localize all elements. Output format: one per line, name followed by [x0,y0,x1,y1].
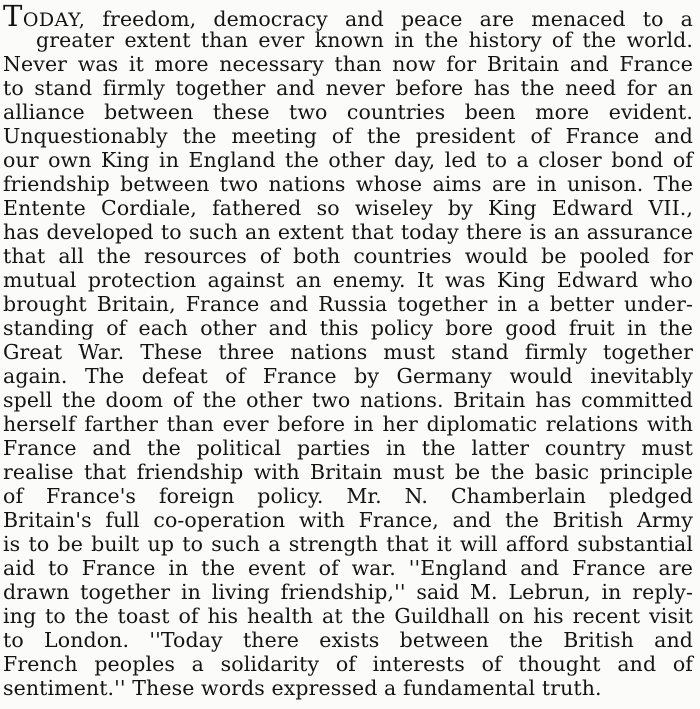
article-line-7: our own King in England the other day, led to a closer bond of [3,148,693,172]
article-line-5: alliance between these two countries been more evident. [3,100,693,124]
article-line-10: has developed to such an extent that today there is an assurance [3,220,693,244]
article-line-23: is to be built up to such a strength that it will afford substantial [3,532,693,556]
article-line-1 [3,0,693,33]
article-line-20: realise that friendship with Britain must be the basic principle [3,460,693,484]
article-line-13: brought Britain, France and Russia together in a better under- [3,292,693,316]
article-line-8: friendship between two nations whose aims are in unison. The [3,172,693,196]
article-line-16: again. The defeat of France by Germany would inevitably [3,364,693,388]
article-line-12: mutual protection against an enemy. It was King Edward who [3,268,693,292]
article-line-4: to stand firmly together and never before has the need for an [3,76,693,100]
article-line-28: French peoples a solidarity of interests of thought and of [3,652,693,676]
opening-text: freedom, democracy and peace are menaced to a [85,7,693,31]
drop-cap: T [3,0,23,33]
article-line-21: of France's foreign policy. Mr. N. Chamberlain pledged [3,484,693,508]
article-line-11: that all the resources of both countries would be pooled for [3,244,693,268]
article-line-22: Britain's full co-operation with France, and the British Army [3,508,693,532]
article-line-19: France and the political parties in the latter country must [3,436,693,460]
article-line-29: sentiment.'' These words expressed a fundamental truth. [3,676,602,700]
opening-word: ODAY, [22,9,86,31]
article-line-18: herself farther than ever before in her diplomatic relations with [3,412,693,436]
article-line-15: Great War. These three nations must stand firmly together [3,340,693,364]
article-line-25: drawn together in living friendship,'' said M. Lebrun, in reply- [3,580,693,604]
article-line-6: Unquestionably the meeting of the president of France and [3,124,693,148]
article-line-27: to London. ''Today there exists between the British and [3,628,693,652]
article-line-26: ing to the toast of his health at the Guildhall on his recent visit [3,604,693,628]
article-line-17: spell the doom of the other two nations. Britain has committed [3,388,693,412]
article-line-14: standing of each other and this policy bore good fruit in the [3,316,693,340]
article-line-3: Never was it more necessary than now for Britain and France [3,52,693,76]
article-line-2: greater extent than ever known in the history of the world. [36,28,693,52]
article-line-24: aid to France in the event of war. ''England and France are [3,556,693,580]
article-line-9: Entente Cordiale, fathered so wiseley by King Edward VII., [3,196,693,220]
